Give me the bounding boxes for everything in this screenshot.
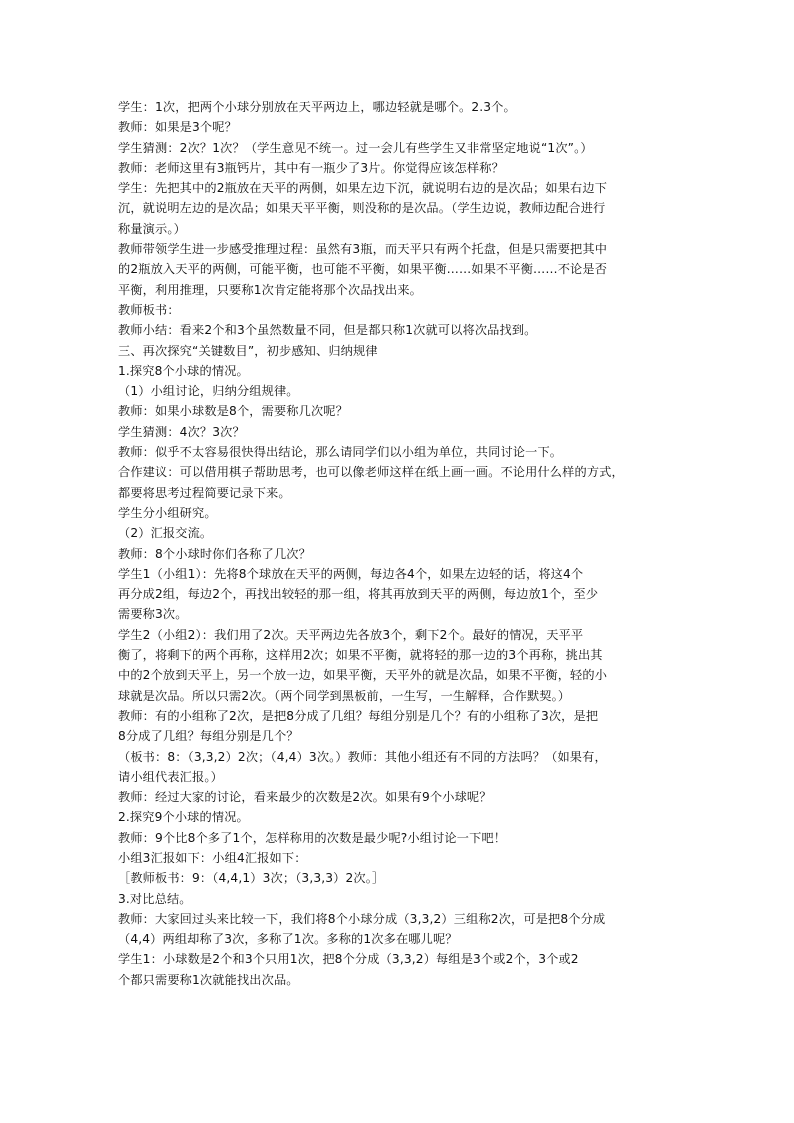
text-line: 教师小结：看来2个和3个虽然数量不同，但是都只称1次就可以将次品找到。 xyxy=(118,323,537,338)
text-line: 衡了，将剩下的两个再称，这样用2次；如果不平衡，就将轻的那一边的3个再称，挑出其 xyxy=(118,648,603,663)
text-line: 教师：经过大家的讨论，看来最少的次数是2次。如果有9个小球呢？ xyxy=(118,790,492,805)
text-line: 教师：似乎不太容易很快得出结论，那么请同学们以小组为单位，共同讨论一下。 xyxy=(118,445,563,460)
text-line: 称量演示。） xyxy=(118,221,186,236)
text-line: 教师：9个比8个多了1个，怎样称用的次数是最少呢?小组讨论一下吧！ xyxy=(118,830,507,845)
text-line: 教师板书： xyxy=(118,302,180,317)
text-line: （4,4）两组却称了3次，多称了1次。多称的1次多在哪儿呢？ xyxy=(118,932,458,947)
text-line: 学生1（小组1）：先将8个球放在天平的两侧，每边各4个，如果左边轻的话，将这4个 xyxy=(118,566,584,581)
text-line: 学生猜测：2次？1次？（学生意见不统一。过一会儿有些学生又非常坚定地说“1次”。） xyxy=(118,140,593,155)
text-line: 学生：先把其中的2瓶放在天平的两侧，如果左边下沉，就说明右边的是次品；如果右边下 xyxy=(118,181,608,196)
text-line: 沉，就说明左边的是次品；如果天平平衡，则没称的是次品。（学生边说，教师边配合进行 xyxy=(118,201,606,216)
text-line: 学生猜测：4次？3次？ xyxy=(118,424,245,439)
section-heading: 三、再次探究“关键数目”，初步感知、归纳规律 xyxy=(118,343,378,358)
text-line: 教师：如果小球数是8个，需要称几次呢？ xyxy=(118,404,348,419)
text-line: 教师：如果是3个呢？ xyxy=(118,120,237,135)
text-line: 教师：8个小球时你们各称了几次？ xyxy=(118,546,311,561)
subsection-heading: 1.探究8个小球的情况。 xyxy=(118,363,249,378)
text-line: 个都只需要称1次就能找出次品。 xyxy=(118,972,299,987)
text-line: 球就是次品。所以只需2次。（两个同学到黑板前，一生写，一生解释，合作默契。） xyxy=(118,688,571,703)
document-body xyxy=(118,97,686,990)
text-line: 请小组代表汇报。） xyxy=(118,769,223,784)
text-line: 学生1：小球数是2个和3个只用1次，把8个分成（3,3,2）每组是3个或2个，3个或2 xyxy=(118,952,579,967)
text-line: ［教师板书：9：（4,4,1）3次；（3,3,3）2次。］ xyxy=(118,871,385,886)
text-line: 需要称3次。 xyxy=(118,607,188,622)
text-line: 教师：老师这里有3瓶钙片，其中有一瓶少了3片。你觉得应该怎样称？ xyxy=(118,160,504,175)
text-line: 教师：大家回过头来比较一下，我们将8个小球分成（3,3,2）三组称2次，可是把8个分成 xyxy=(118,911,606,926)
text-line: 教师带领学生进一步感受推理过程：虽然有3瓶，而天平只有两个托盘，但是只需要把其中 xyxy=(118,242,608,257)
text-line: 教师：有的小组称了2次，是把8分成了几组？每组分别是几个？有的小组称了3次，是把 xyxy=(118,708,599,723)
text-line: 的2瓶放入天平的两侧，可能平衡，也可能不平衡，如果平衡……如果不平衡……不论是否 xyxy=(118,262,608,277)
text-line: 8分成了几组？每组分别是几个？ xyxy=(118,729,299,744)
text-line: 学生：1次，把两个小球分别放在天平两边上，哪边轻就是哪个。2.3个。 xyxy=(118,100,516,114)
text-line: 学生分小组研究。 xyxy=(118,505,217,520)
text-line: 中的2个放到天平上，另一个放一边，如果平衡，天平外的就是次品，如果不平衡，轻的小 xyxy=(118,668,608,683)
text-line: （1）小组讨论，归纳分组规律。 xyxy=(118,384,299,399)
subsection-heading: 3.对比总结。 xyxy=(118,891,192,906)
text-line: 都要将思考过程简要记录下来。 xyxy=(118,485,291,500)
text-line: 学生2（小组2）：我们用了2次。天平两边先各放3个，剩下2个。最好的情况，天平平 xyxy=(118,627,584,642)
text-line: （板书：8：（3,3,2）2次；（4,4）3次。）教师：其他小组还有不同的方法吗？（如果有， xyxy=(118,749,607,764)
subsection-heading: 2.探究9个小球的情况。 xyxy=(118,810,249,825)
text-line: 合作建议：可以借用棋子帮助思考，也可以像老师这样在纸上画一画。不论用什么样的方式， xyxy=(118,465,624,480)
text-line: 平衡，利用推理，只要称1次肯定能将那个次品找出来。 xyxy=(118,282,423,297)
text-line: 再分成2组，每边2个，再找出较轻的那一组，将其再放到天平的两侧，每边放1个，至少 xyxy=(118,587,599,602)
text-line: 小组3汇报如下：小组4汇报如下： xyxy=(118,850,307,865)
text-line: （2）汇报交流。 xyxy=(118,526,213,541)
